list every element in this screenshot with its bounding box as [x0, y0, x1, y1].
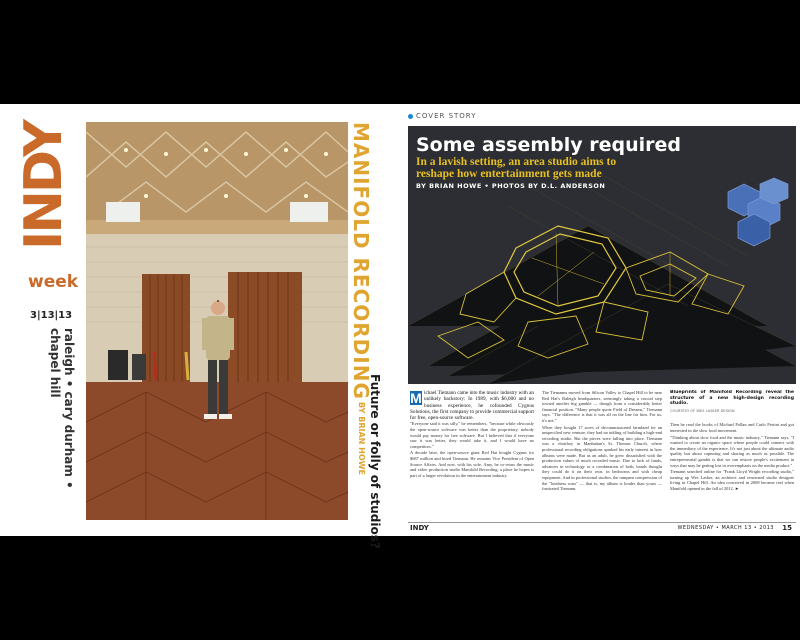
blueprint-caption: Blueprints of Manifold Recording reveal the structure of a new high-design recording studio.: [670, 390, 794, 407]
magazine-spread: [0, 104, 800, 549]
body-paragraph: "Thinking about slow food and the music industry," Tiemann says, "I wanted to create an organic space where people could connect with the immediacy of the experience. It's not just about the ultimate audio quality but about capturing and sharing as much as possible. The entrepreneurial gambit is that we can restore people's excitement in ways that may be getting lost in overemphasis on the media product.": [670, 434, 794, 468]
article-byline: BY BRIAN HOWE • PHOTOS BY D.L. ANDERSON: [416, 182, 606, 190]
body-column-3: [670, 390, 794, 514]
footer-date: WEDNESDAY • MARCH 13 • 2013: [677, 525, 774, 531]
dropcap: M: [410, 390, 422, 406]
studio-photo: [86, 122, 348, 520]
section-label: COVER STORY: [408, 112, 477, 120]
page-number: 15: [782, 524, 792, 532]
footer-logo: INDY: [410, 524, 429, 532]
blueprint-illustration: [408, 126, 796, 384]
body-paragraph: When they bought 17 acres of decommissioned farmland for an unspecified new venture, they had no inkling of building a high-end recording studio. But the pieces were falling into place. Tiemann was a choirboy in Manhattan's St. Thomas Church, where professional recording obligations sparked his early interest in how albums were made. But as an adult, he grew dissatisfied with the production values of much recorded music. Due to lack of funds, advances in technology or a combination of both, bands thought they could do it on their own, in bedrooms and with cheap equipment. And in professional studios, the rampant compression of the "loudness wars" — that is, my album is louder than yours — frustrated Tiemann.: [542, 424, 662, 492]
lede-paragraph: M ichael Tiemann came into the music industry with an unlikely backstory: In 1989, with $6,000 and no business experience, he cofounded Cygnus Solutions, the first company to provide commercial support for free, open-source software.: [410, 390, 534, 422]
body-paragraph: Tiemann searched online for "Frank Lloyd Wright recording studio," turning up Wes Lasker, an architect and renowned studio designer living in Chapel Hill. An idea conceived in 2008 became real when Manifold opened in the fall of 2012. ►: [670, 469, 794, 491]
body-column-1: [410, 390, 534, 514]
masthead: [14, 122, 84, 522]
article-page: [404, 104, 800, 536]
body-paragraph: The Tiemanns moved from Silicon Valley to Chapel Hill to be near Red Hat's Raleigh headquarters, seemingly taking a crucial step toward another big gamble — though from a considerably better financial position. "Many people quote Field of Dreams," Tiemann says. "The difference is that it was all on the line for him. For us, it's not.": [542, 390, 662, 423]
issue-date: 3|13|13: [30, 310, 73, 321]
article-title: Some assembly required: [416, 134, 682, 156]
page-footer: [408, 522, 796, 532]
section-dot-icon: [408, 114, 413, 119]
body-column-2: [542, 390, 662, 514]
cities-list: raleigh • cary durham • chapel hill: [48, 328, 76, 489]
cover-page: [0, 104, 398, 549]
studio-photo-illustration: [86, 122, 348, 520]
cover-headline: MANIFOLD RECORDING: [349, 122, 373, 400]
body-paragraph: "Everyone said it was silly," he remembers, "because while obviously the open-source software was better than the proprietary, nobody would pay money for free software. But I believed that if everyone saw it was better, they would take it, and I would have no competitors.": [410, 421, 534, 449]
caption-credit: COURTESY OF WES LASKER DESIGN: [670, 408, 735, 413]
body-paragraph: A decade later, the open-source giant Red Hat bought Cygnus for $687 million and hired Tiemann. He remains Vice President of Open Source Affairs. And now, with his wife, Amy, he co-owns the music and video production studio Manifold Recording, a place he hopes is part of a larger revolution in the entertainment industry.: [410, 450, 534, 478]
article-deck: In a lavish setting, an area studio aims to reshape how entertainment gets made: [416, 156, 617, 180]
body-paragraph: Then he read the books of Michael Pollan and Carlo Petrini and got interested in the slow food movement.: [670, 422, 794, 433]
cover-byline: BY BRIAN HOWE: [357, 402, 366, 475]
indy-logo: INDY: [14, 122, 74, 250]
week-logo: week: [28, 272, 79, 292]
cover-subhead: Future or folly of studios?: [368, 374, 382, 549]
